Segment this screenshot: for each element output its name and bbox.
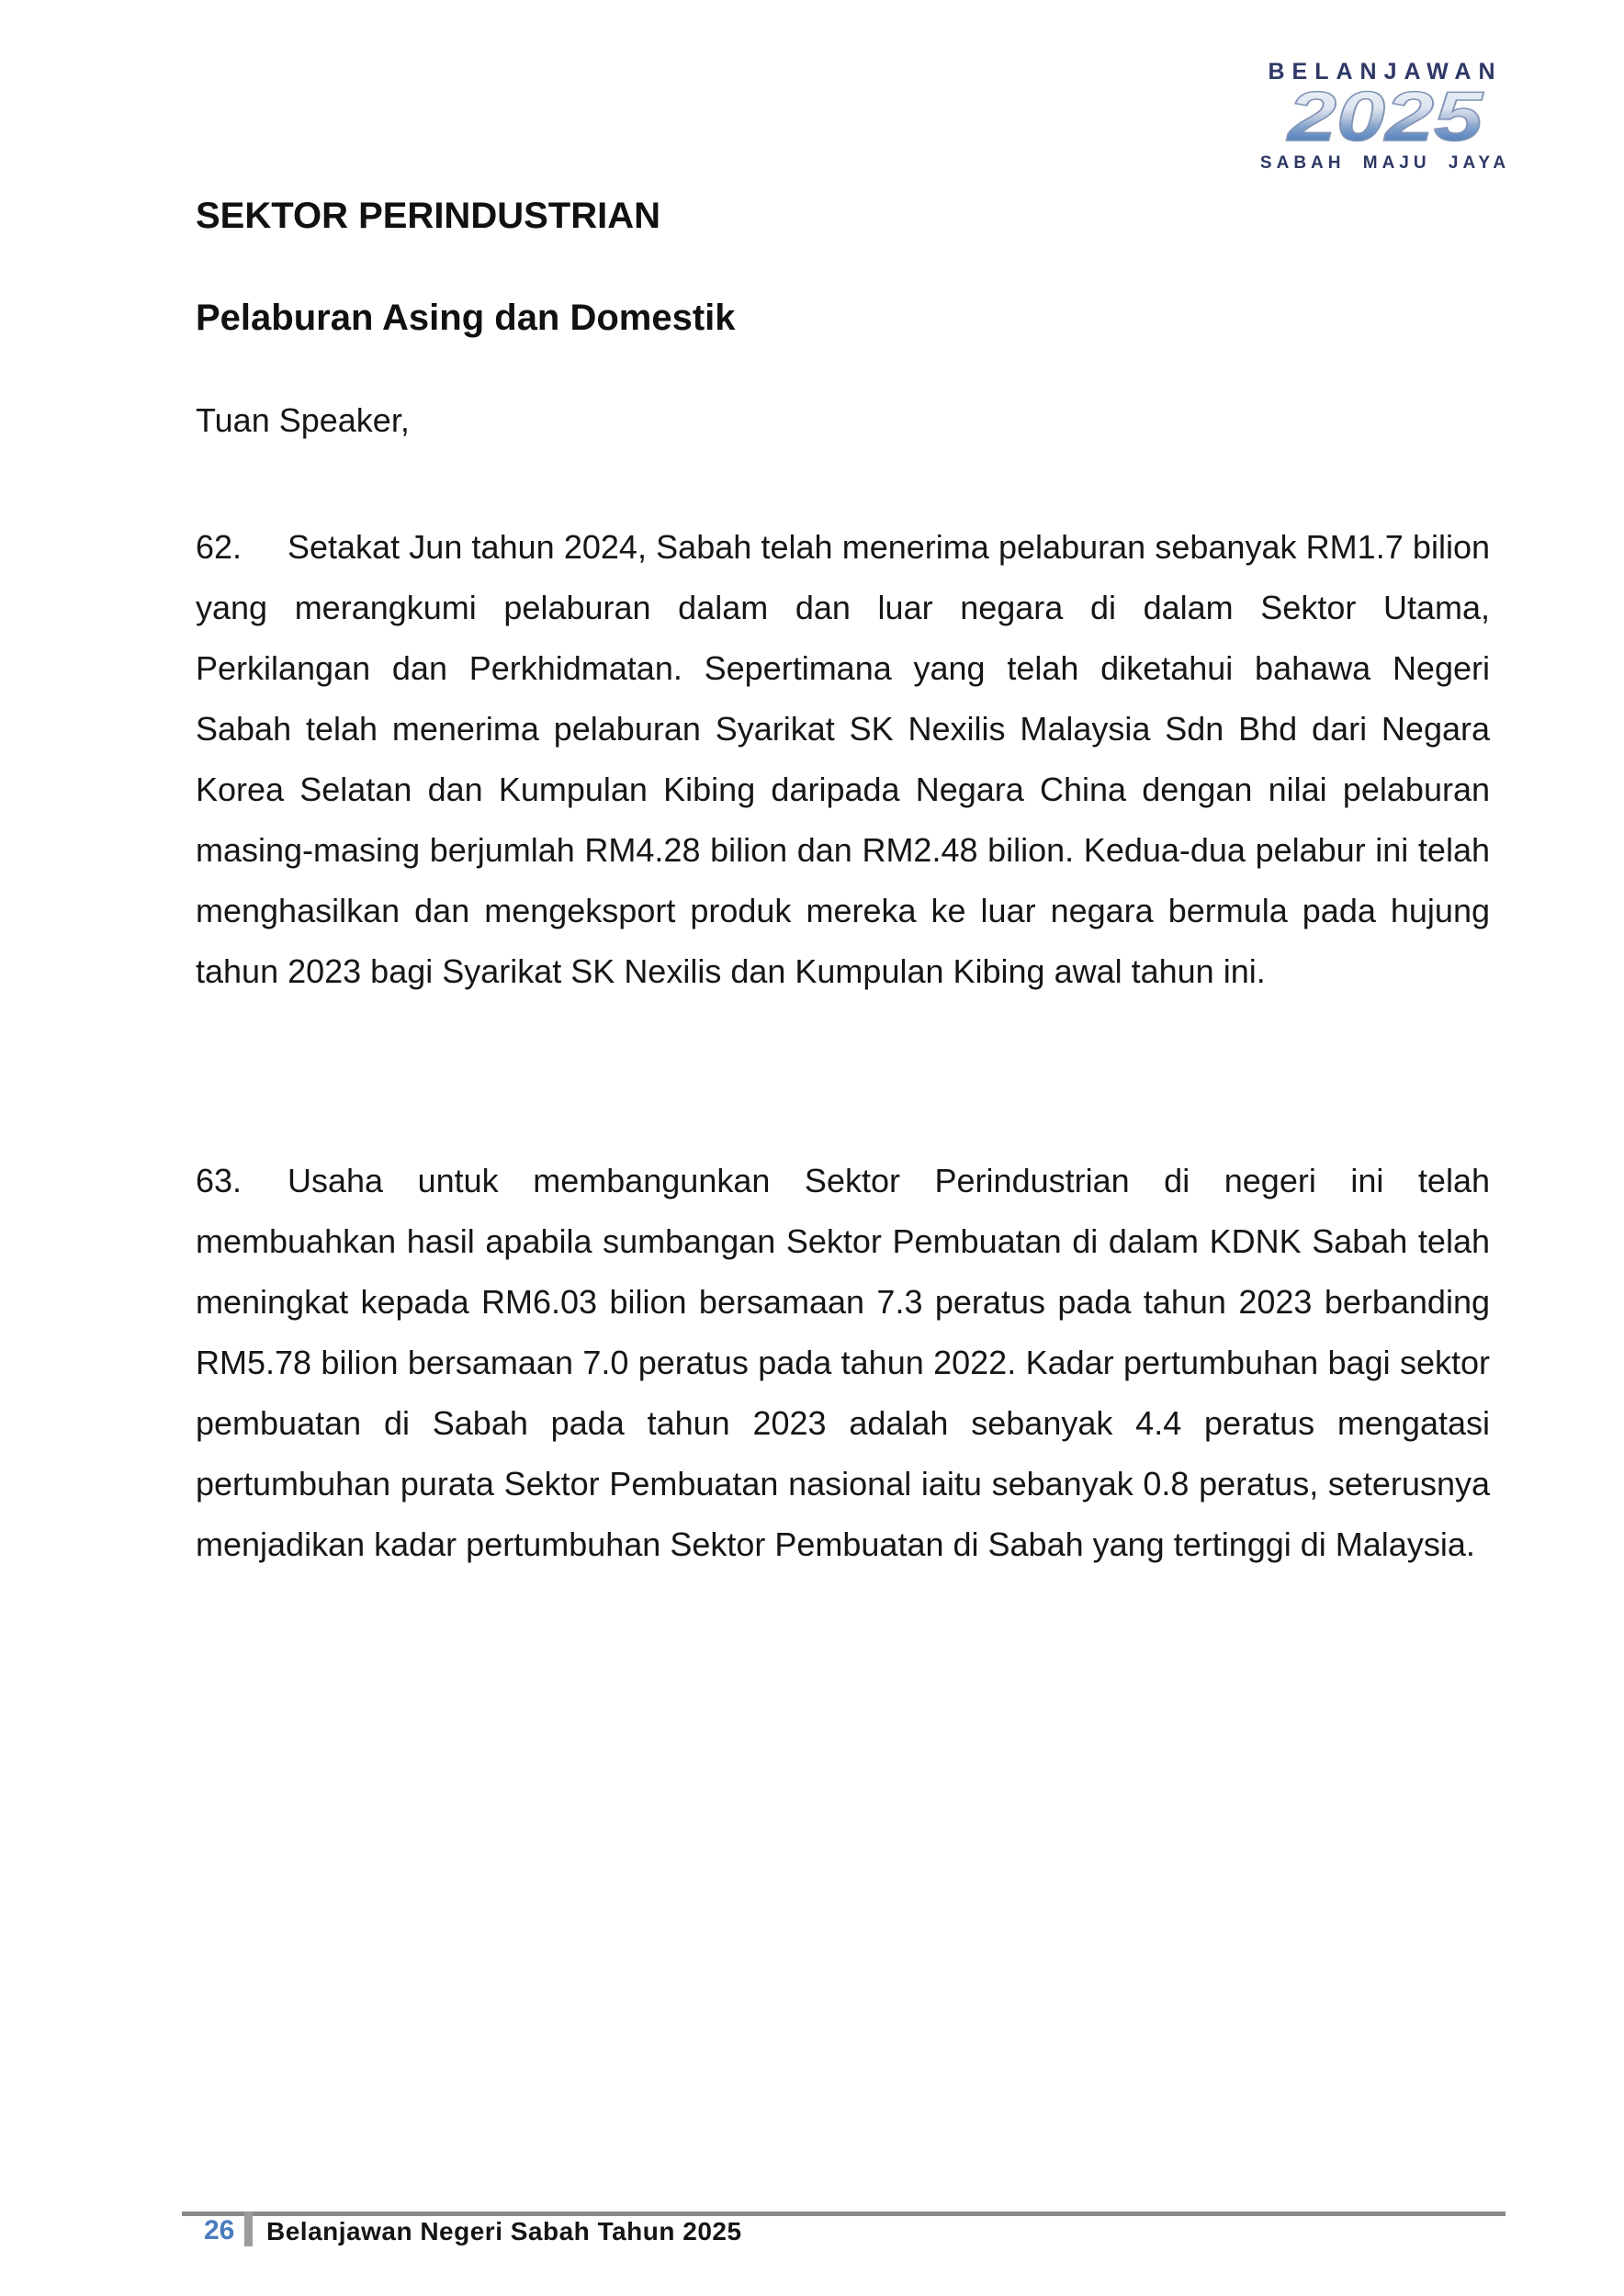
paragraph-62 [196,517,1490,1002]
belanjawan-2025-logo [1257,59,1514,174]
footer-document-title: Belanjawan Negeri Sabah Tahun 2025 [266,2217,742,2245]
paragraph-62-number: 62. [196,528,242,566]
paragraph-62-text: Setakat Jun tahun 2024, Sabah telah menerima pelaburan sebanyak RM1.7 bilion yang merangkumi pelaburan dalam dan luar negara di dalam Sektor Utama, Perkilangan dan Perkhidmatan. Sepertimana yang telah diketahui bahawa Negeri Sabah telah menerima pelaburan Syarikat SK Nexilis Malaysia Sdn Bhd dari Negara Korea Selatan dan Kumpulan Kibing daripada Negara China dengan nilai pelaburan masing-masing berjumlah RM4.28 bilion dan RM2.48 bilion. Kedua-dua pelabur ini telah menghasilkan dan mengeksport produk mereka ke luar negara bermula pada hujung tahun 2023 bagi Syarikat SK Nexilis dan Kumpulan Kibing awal tahun ini. [196,528,1490,990]
footer-divider [244,2212,253,2246]
paragraph-63-text: Usaha untuk membangunkan Sektor Perindustrian di negeri ini telah membuahkan hasil apabila sumbangan Sektor Pembuatan di dalam KDNK Sabah telah meningkat kepada RM6.03 bilion bersamaan 7.3 peratus pada tahun 2023 berbanding RM5.78 bilion bersamaan 7.0 peratus pada tahun 2022. Kadar pertumbuhan bagi sektor pembuatan di Sabah pada tahun 2023 adalah sebanyak 4.4 peratus mengatasi pertumbuhan purata Sektor Pembuatan nasional iaitu sebanyak 0.8 peratus, seterusnya menjadikan kadar pertumbuhan Sektor Pembuatan di Sabah yang tertinggi di Malaysia. [196,1162,1490,1563]
footer-rule [182,2212,1506,2216]
paragraph-63-number: 63. [196,1162,242,1199]
paragraph-63 [196,1151,1490,1575]
logo-belanjawan-text: BELANJAWAN [1268,59,1503,84]
svg-text:2025: 2025 [1285,87,1485,152]
salutation: Tuan Speaker, [196,401,410,439]
logo-2025-numerals [1271,87,1499,152]
subsection-heading: Pelaburan Asing dan Domestik [196,298,736,338]
section-heading: SEKTOR PERINDUSTRIAN [196,196,660,236]
logo-sabah-maju-jaya-text: SABAH MAJU JAYA [1259,153,1511,173]
page-number: 26 [204,2215,235,2245]
